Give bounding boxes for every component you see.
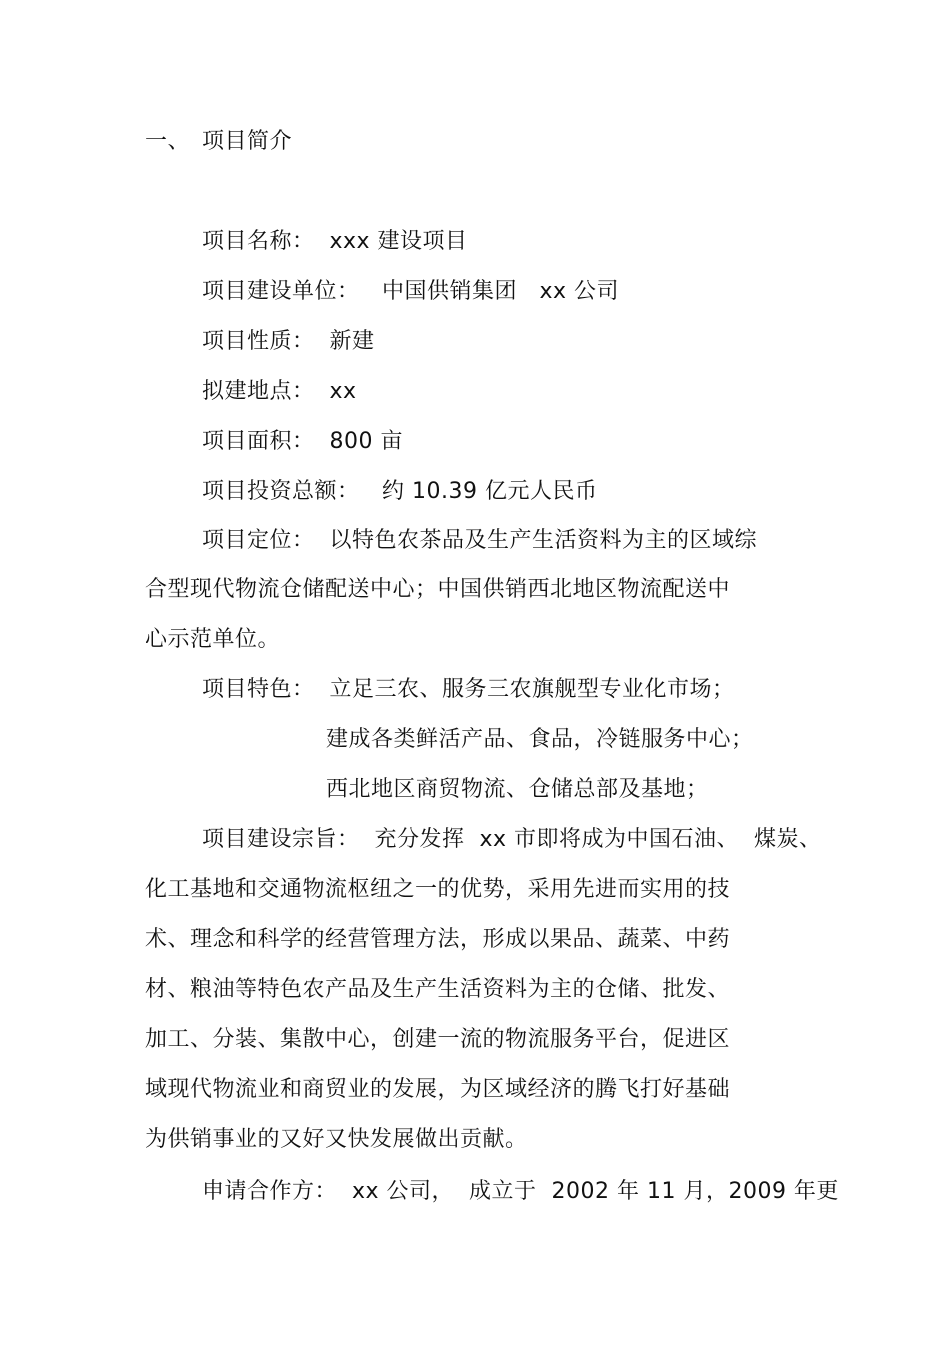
positioning-line-2: 合型现代物流仓储配送中心；中国供销西北地区物流配送中 [145, 577, 731, 602]
features-line-3: 西北地区商贸物流、仓储总部及基地； [326, 777, 709, 802]
location-line: 拟建地点： xx [202, 379, 357, 404]
purpose-line-2: 化工基地和交通物流枢纽之一的优势，采用先进而实用的技 [145, 877, 731, 902]
purpose-line-4: 材、粮油等特色农产品及生产生活资料为主的仓储、批发、 [145, 977, 731, 1002]
project-name-line: 项目名称： xxx 建设项目 [202, 229, 468, 254]
project-nature-line: 项目性质： 新建 [202, 329, 375, 354]
purpose-line-6: 域现代物流业和商贸业的发展，为区域经济的腾飞打好基础 [145, 1077, 731, 1102]
section-title: 项目简介 [202, 129, 293, 154]
features-line-2: 建成各类鲜活产品、食品，冷链服务中心； [326, 727, 754, 752]
features-line-1: 项目特色： 立足三农、服务三农旗舰型专业化市场； [202, 677, 735, 702]
section-number: 一、 [145, 129, 191, 154]
partner-line: 申请合作方： xx 公司， 成立于 2002 年 11 月，2009 年更 [202, 1179, 839, 1204]
purpose-line-5: 加工、分装、集散中心，创建一流的物流服务平台，促进区 [145, 1027, 731, 1052]
purpose-line-7: 为供销事业的又好又快发展做出贡献。 [145, 1127, 528, 1152]
construction-unit-line: 项目建设单位： 中国供销集团 xx 公司 [202, 279, 619, 304]
positioning-line-1: 项目定位： 以特色农茶品及生产生活资料为主的区域综 [202, 528, 757, 553]
positioning-line-3: 心示范单位。 [145, 627, 281, 652]
investment-line: 项目投资总额： 约 10.39 亿元人民币 [202, 479, 598, 504]
purpose-line-1: 项目建设宗旨： 充分发挥 xx 市即将成为中国石油、 煤炭、 [202, 827, 822, 852]
area-line: 项目面积： 800 亩 [202, 429, 403, 454]
purpose-line-3: 术、理念和科学的经营管理方法，形成以果品、蔬菜、中药 [145, 927, 731, 952]
